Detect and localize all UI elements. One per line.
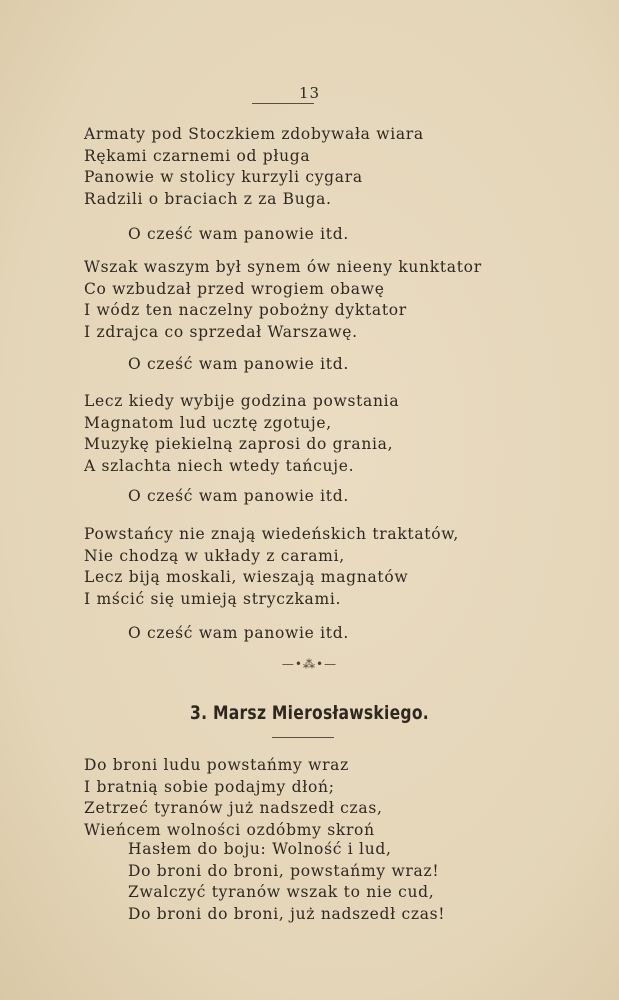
song-stanza (84, 755, 383, 841)
verse-line: Armaty pod Stoczkiem zdobywała wiara (84, 125, 424, 143)
refrain-3: O cześć wam panowie itd. (128, 487, 349, 505)
section-title: 3. Marsz Mierosławskiego. (190, 702, 429, 724)
verse-line: Magnatom lud ucztę zgotuje, (84, 413, 332, 432)
verse-line: Muzykę piekielną zaprosi do grania, (84, 435, 394, 453)
verse-line: Do broni do broni, powstańmy wraz! (128, 861, 440, 880)
refrain-2: O cześć wam panowie itd. (128, 355, 349, 373)
verse-line: Do broni ludu powstańmy wraz (84, 756, 349, 774)
refrain-1: O cześć wam panowie itd. (128, 225, 349, 243)
verse-line: Rękami czarnemi od pługa (84, 146, 311, 165)
ornament-divider: —•⁂•— (281, 657, 338, 671)
title-rule (272, 737, 334, 738)
verse-line: I zdrajca co sprzedał Warszawę. (84, 322, 358, 341)
verse-line: Radzili o braciach z za Buga. (84, 189, 332, 208)
verse-line: Zwalczyć tyranów wszak to nie cud, (128, 883, 435, 901)
chorus (128, 839, 445, 925)
verse-line: Panowie w stolicy kurzyli cygara (84, 168, 363, 186)
verse-line: Co wzbudzał przed wrogiem obawę (84, 279, 385, 298)
verse-line: Zetrzeć tyranów już nadszedł czas, (84, 799, 383, 817)
refrain-4: O cześć wam panowie itd. (128, 624, 349, 642)
verse-line: Wszak waszym był synem ów nieeny kunktator (84, 258, 482, 276)
verse-line: Hasłem do boju: Wolność i lud, (128, 840, 392, 858)
stanza-3 (84, 391, 399, 477)
verse-line: Do broni do broni, już nadszedł czas! (128, 904, 446, 923)
page-number: 13 (298, 84, 321, 102)
verse-line: A szlachta niech wtedy tańcuje. (84, 456, 355, 475)
verse-line: Lecz biją moskali, wieszają magnatów (84, 568, 409, 586)
verse-line: Powstańcy nie znają wiedeńskich traktatów, (84, 525, 460, 543)
verse-line: Lecz kiedy wybije godzina powstania (84, 392, 400, 410)
stanza-4 (84, 524, 459, 610)
verse-line: I mścić się umieją stryczkami. (84, 589, 342, 608)
stanza-2 (84, 257, 482, 343)
verse-line: Wieńcem wolności ozdóbmy skroń (84, 820, 375, 839)
verse-line: Nie chodzą w układy z carami, (84, 546, 345, 565)
verse-line: I wódz ten naczelny pobożny dyktator (84, 301, 407, 319)
header-rule (252, 103, 314, 104)
stanza-1 (84, 124, 424, 210)
verse-line: I bratnią sobie podajmy dłoń; (84, 777, 335, 796)
